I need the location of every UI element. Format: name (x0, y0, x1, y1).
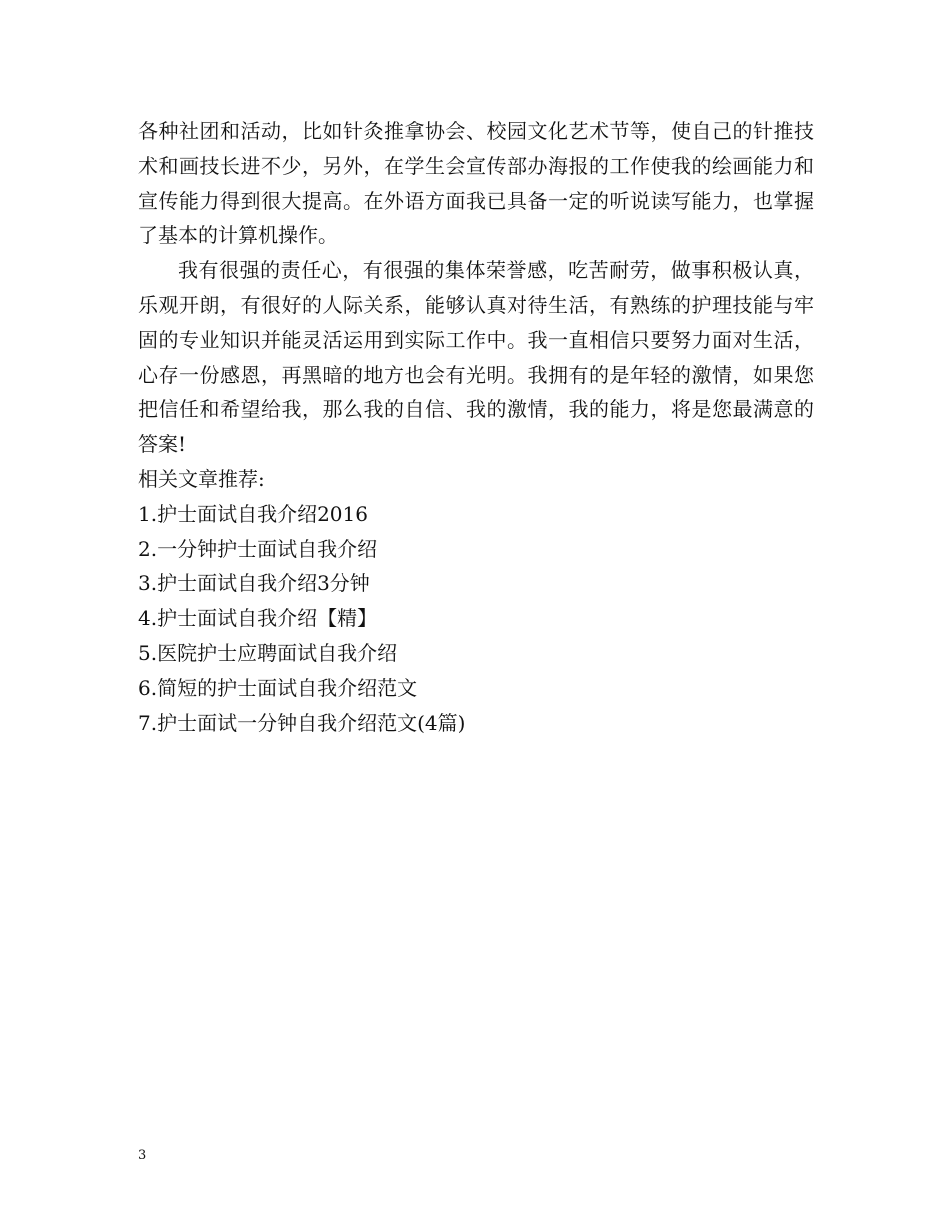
document-body (138, 114, 814, 740)
related-article-link[interactable]: 1.护士面试自我介绍2016 (138, 501, 368, 526)
related-article-link[interactable]: 7.护士面试一分钟自我介绍范文(4篇) (138, 710, 466, 735)
related-article-link[interactable]: 2.一分钟护士面试自我介绍 (138, 536, 378, 561)
related-article-link[interactable]: 5.医院护士应聘面试自我介绍 (138, 640, 398, 665)
related-article-link[interactable]: 3.护士面试自我介绍3分钟 (138, 571, 370, 596)
paragraph-activities: 各种社团和活动，比如针灸推拿协会、校园文化艺术节等，使自己的针推技术和画技长进不少，另外，在学生会宣传部办海报的工作使我的绘画能力和宣传能力得到很大提高。在外语方面我已具备一定的听说读写能力，也掌握了基本的计算机操作。 (138, 119, 814, 248)
related-article-link[interactable]: 4.护士面试自我介绍【精】 (138, 606, 378, 631)
page-number: 3 (138, 1148, 147, 1163)
related-articles-heading: 相关文章推荐: (138, 466, 265, 491)
related-article-link[interactable]: 6.简短的护士面试自我介绍范文 (138, 675, 418, 700)
paragraph-self-evaluation: 我有很强的责任心，有很强的集体荣誉感，吃苦耐劳，做事积极认真，乐观开朗，有很好的人际关系，能够认真对待生活，有熟练的护理技能与牢固的专业知识并能灵活运用到实际工作中。我一直相信只要努力面对生活，心存一份感恩，再黑暗的地方也会有光明。我拥有的是年轻的激情，如果您把信任和希望给我，那么我的自信、我的激情，我的能力，将是您最满意的答案! (138, 258, 814, 457)
related-articles-list (138, 497, 814, 741)
